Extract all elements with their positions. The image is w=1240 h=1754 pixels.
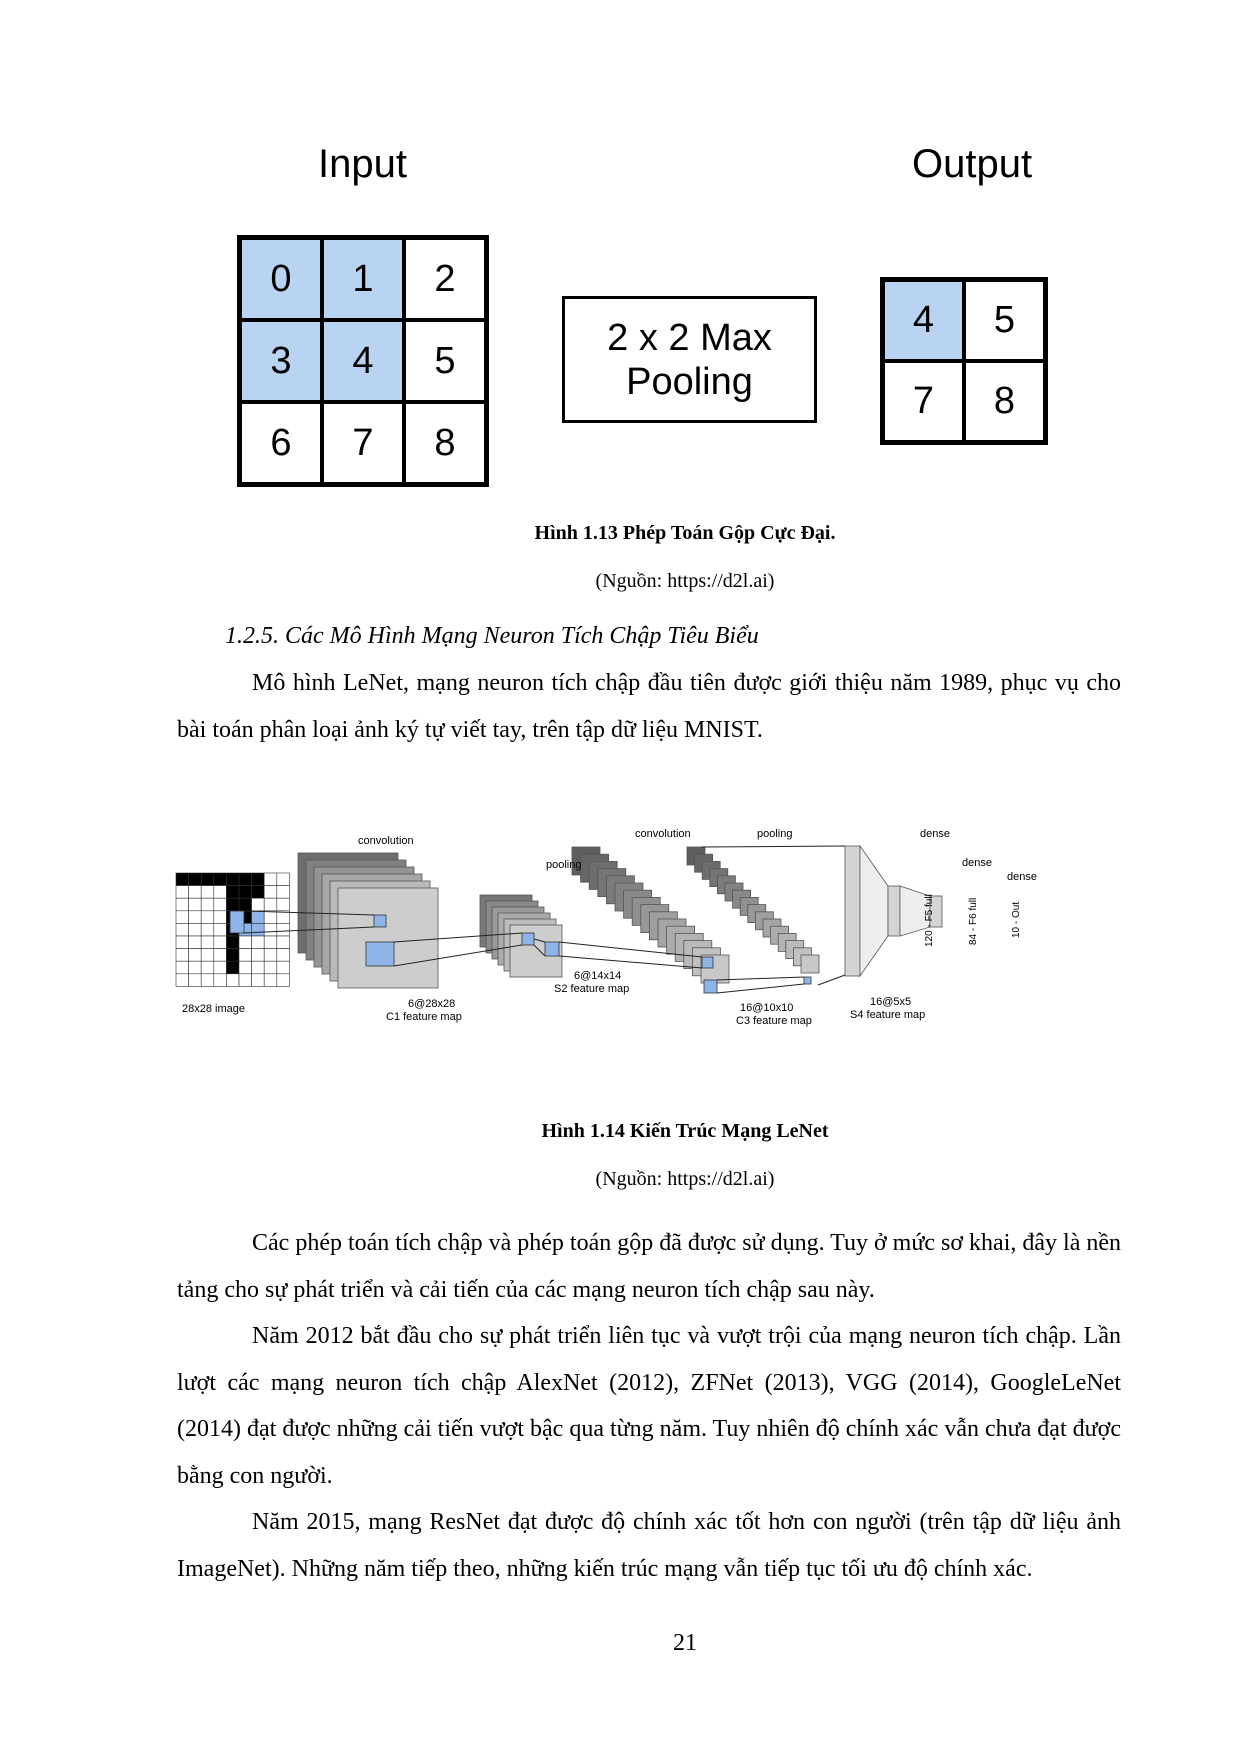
input-pixel (252, 949, 265, 962)
input-pixel (176, 911, 189, 924)
output-cell: 5 (964, 280, 1045, 361)
input-pixel (201, 923, 214, 936)
input-cell: 8 (404, 402, 486, 484)
input-pixel (201, 936, 214, 949)
input-pixel (201, 949, 214, 962)
figure-source-1-14: (Nguồn: https://d2l.ai) (595, 1168, 775, 1190)
s4-feature-map (801, 955, 819, 973)
input-cell: 7 (322, 402, 404, 484)
input-cell: 0 (240, 238, 322, 320)
lenet-architecture-diagram (170, 825, 1070, 1035)
input-pixel (189, 974, 202, 987)
input-pixel (264, 923, 277, 936)
input-pixel (264, 961, 277, 974)
paragraph: Năm 2015, mạng ResNet đạt được độ chính xác tốt hơn con người (trên tập dữ liệu ảnh ImageNet). Những năm tiếp theo, những kiến trúc mạng vẫn tiếp tục tối ưu độ chính xác. (177, 1509, 1121, 1582)
output-title: Output (912, 142, 1033, 186)
input-pixel (176, 974, 189, 987)
input-pixel (252, 898, 265, 911)
input-pixel (214, 873, 227, 886)
input-pixel (214, 923, 227, 936)
input-pixel (214, 886, 227, 899)
input-title: Input (318, 142, 407, 186)
f5-layer-bar (845, 846, 860, 976)
input-pixel (226, 961, 239, 974)
input-pixel (176, 936, 189, 949)
page-number: 21 (673, 1630, 697, 1656)
pool1-label: pooling (546, 859, 582, 871)
input-pixel (201, 974, 214, 987)
input-pixel (214, 936, 227, 949)
input-pixel (239, 961, 252, 974)
connection-line (717, 977, 804, 980)
paragraph: Các phép toán tích chập và phép toán gộp đã được sử dụng. Tuy ở mức sơ khai, đây là nền tảng cho sự phát triển và cải tiến của các mạng neuron tích chập sau này. (177, 1230, 1121, 1303)
f5-f6-connection (860, 846, 888, 976)
max-pooling-figure (0, 0, 1240, 510)
input-pixel (264, 911, 277, 924)
input-pixel (176, 949, 189, 962)
c1-patch (374, 915, 386, 927)
c1-name-label: C1 feature map (386, 1011, 462, 1023)
c1-feature-map (338, 888, 438, 988)
input-pixel (201, 873, 214, 886)
input-pixel (189, 949, 202, 962)
input-pixel (214, 949, 227, 962)
input-cell: 5 (404, 320, 486, 402)
input-pixel (201, 886, 214, 899)
output-grid (880, 277, 1048, 445)
input-pixel (189, 923, 202, 936)
input-pixel (264, 936, 277, 949)
input-pixel (239, 898, 252, 911)
input-cell: 6 (240, 402, 322, 484)
input-grid (237, 235, 489, 487)
input-pixel (226, 974, 239, 987)
c3-name-label: C3 feature map (736, 1015, 812, 1027)
input-pixel (252, 974, 265, 987)
input-pixel (176, 961, 189, 974)
input-cell: 1 (322, 238, 404, 320)
operation-label-line1: 2 x 2 Max (607, 316, 772, 359)
s4-name-label: S4 feature map (850, 1009, 926, 1021)
input-pixel (264, 974, 277, 987)
input-pixel (189, 886, 202, 899)
input-cell: 4 (322, 320, 404, 402)
f6-layer-bar (888, 886, 900, 936)
input-pixel (189, 911, 202, 924)
out-label: 10 - Out (1011, 901, 1022, 938)
paragraph: Năm 2012 bắt đầu cho sự phát triển liên tục và vượt trội của mạng neuron tích chập. Lần lượt các mạng neuron tích chập AlexNet (2012), ZFNet (2013), VGG (2014), GoogleLeNet (2014) đạt được những cải tiến vượt bậc qua từng năm. Tuy nhiên độ chính xác vẫn chưa đạt được bằng con người. (177, 1323, 1121, 1489)
input-pixel (252, 911, 265, 924)
connection-line (818, 975, 845, 985)
input-pixel (189, 873, 202, 886)
dense2-label: dense (962, 857, 992, 869)
input-image-label: 28x28 image (182, 1003, 245, 1015)
output-cell: 4 (883, 280, 964, 361)
input-pixel (264, 949, 277, 962)
c1-size-label: 6@28x28 (408, 998, 456, 1010)
output-cell: 7 (883, 361, 964, 442)
f5-label: 120 - F5 full (924, 894, 935, 947)
connection-line (717, 984, 804, 993)
c3-size-label: 16@10x10 (740, 1002, 794, 1014)
input-pixel (226, 949, 239, 962)
section-heading: 1.2.5. Các Mô Hình Mạng Neuron Tích Chập Tiêu Biểu (225, 623, 759, 649)
s4-patch (804, 977, 811, 984)
input-pixel (252, 961, 265, 974)
input-pixel (264, 886, 277, 899)
input-pixel (252, 923, 265, 936)
f6-label: 84 - F6 full (968, 897, 979, 945)
input-pixel (252, 936, 265, 949)
input-pixel (277, 886, 290, 899)
s4-size-label: 16@5x5 (870, 996, 912, 1008)
input-pixel (264, 873, 277, 886)
c1-pool-patch (366, 942, 394, 966)
input-pixel (214, 961, 227, 974)
max-pooling-operation-box (562, 296, 817, 423)
pool2-label: pooling (757, 828, 793, 840)
connection-line (701, 846, 845, 847)
s2-name-label: S2 feature map (554, 983, 630, 995)
s2-conv-patch (545, 942, 559, 956)
input-pixel (189, 961, 202, 974)
input-pixel (239, 974, 252, 987)
input-pixel (176, 886, 189, 899)
conv1-label: convolution (358, 835, 414, 847)
operation-label-line2: Pooling (626, 360, 753, 403)
input-pixel (239, 886, 252, 899)
input-pixel (226, 936, 239, 949)
input-pixel (189, 936, 202, 949)
dense1-label: dense (920, 828, 950, 840)
output-cell: 8 (964, 361, 1045, 442)
input-pixel (277, 923, 290, 936)
input-patch (230, 911, 244, 933)
input-pixel (176, 923, 189, 936)
input-pixel (239, 936, 252, 949)
input-pixel (226, 898, 239, 911)
c3-patch (702, 957, 713, 968)
input-cell: 3 (240, 320, 322, 402)
input-pixel (277, 974, 290, 987)
input-pixel (226, 873, 239, 886)
input-pixel (201, 911, 214, 924)
input-pixel (214, 898, 227, 911)
c3-pool-patch (704, 980, 717, 993)
input-pixel (264, 898, 277, 911)
s2-size-label: 6@14x14 (574, 970, 622, 982)
input-pixel (277, 961, 290, 974)
input-pixel (252, 873, 265, 886)
conv2-label: convolution (635, 828, 691, 840)
input-pixel (189, 898, 202, 911)
input-pixel (176, 873, 189, 886)
input-pixel (176, 898, 189, 911)
input-pixel (201, 961, 214, 974)
s2-patch (522, 933, 534, 945)
input-cell: 2 (404, 238, 486, 320)
input-pixel (277, 936, 290, 949)
input-pixel (252, 886, 265, 899)
input-pixel (277, 949, 290, 962)
figure-caption-1-13: Hình 1.13 Phép Toán Gộp Cực Đại. (534, 522, 836, 544)
input-pixel (226, 886, 239, 899)
input-pixel (239, 949, 252, 962)
input-pixel (239, 873, 252, 886)
input-pixel (214, 911, 227, 924)
input-pixel (214, 974, 227, 987)
input-pixel (277, 873, 290, 886)
figure-source-1-13: (Nguồn: https://d2l.ai) (595, 570, 775, 592)
figure-caption-1-14: Hình 1.14 Kiến Trúc Mạng LeNet (541, 1120, 829, 1142)
input-pixel (201, 898, 214, 911)
dense3-label: dense (1007, 871, 1037, 883)
input-pixel (277, 898, 290, 911)
paragraph: Mô hình LeNet, mạng neuron tích chập đầu tiên được giới thiệu năm 1989, phục vụ cho bài toán phân loại ảnh ký tự viết tay, trên tập dữ liệu MNIST. (177, 670, 1121, 743)
